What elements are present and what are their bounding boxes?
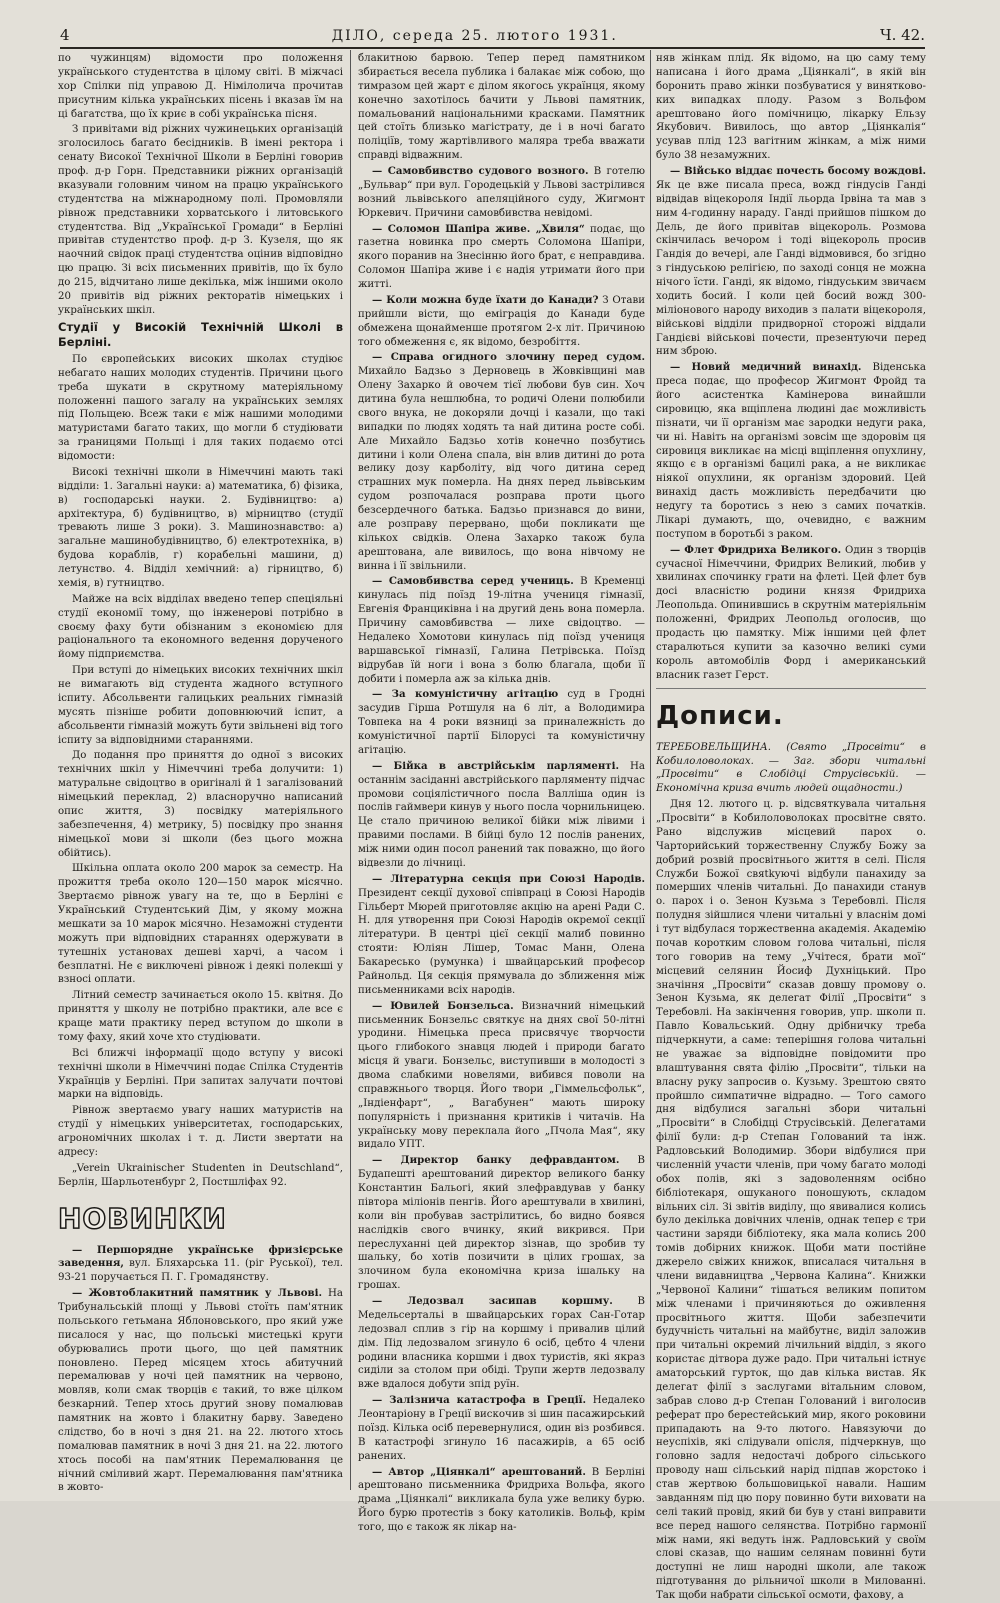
- news-item-text: З Отави прийшли вісти, що еміграція до Канади буде обмежена щонайменше протягом 2-х літ. Причиною того обмеження є, як відомо, безробіття.: [358, 294, 645, 348]
- news-item-text: Як це вже писала преса, вожд гіндусів Ганді відвідав віцекороля Індії льорда Ірвіна та мав з ним 4-годинну нараду. Ганді прийшов пішком до Дель, де його привітав віцекороль. Розмова скінчилась вечором і тоді віцекороль просив Гандія до вечері, але Ганді відмовився, бо згідно з гіндуською релігією, по заході сонця не можна нічого їсти. Ганді, як відомо, гіндуським звичаєм ходить босий. І коли цей босий вожд 300-міліонового народу виходив з палати віцекороля, військові відділи придворної сторожі віддали Гандієві військові почести, презентуючи перед ним зброю.: [656, 179, 926, 358]
- divider: [656, 688, 926, 689]
- news-item: [656, 544, 926, 683]
- paragraph: З привітами від ріжних чужинецьких організацій зголосилось багато бесідників. В імені ректора і сенату Високої Технічної Школи в Берліні говорив проф. д-р Горн. Представники ріжних організацій вказували головним чином на працю українського студентства на міжнародному полі. Промовляли рівнож представники хорватського і литовського студентства. Від „Української Громади“ в Берліні привітав студентство проф. д-р З. Кузеля, що як наочний свідок праці студентства оцінив відповідно цю працю. Зі всіх письменних привітів, що їх було до 215, відчитано лише декілька, між іншими около 20 привітів від ріжних ректоратів німецьких і українських шкіл.: [58, 124, 343, 316]
- news-item-text: В готелю „Бульвар“ при вул. Городецькій у Львові застрілився возний львівського апеляційного суду, Жигмонт Юркевич. Причини самовбивства невідомі.: [358, 166, 645, 219]
- page-header: [60, 18, 925, 49]
- news-item-text: В Медельсертальі в швайцарських горах Сан-Готар ледозвал сплив з гір на коршму і привалив цілий дім. Під ледозвалом згинуло 6 осіб, цебто 4 члени родини власника коршми і двох туристів, які якраз сиділи за столом при обіді. Трупи жертв ледозвалу вже вдалося добути зпід руїн.: [358, 1296, 645, 1391]
- news-item-title: — Коли можна буде їхати до Канади?: [372, 293, 599, 306]
- news-item-text: Один з творців сучасної Німеччини, Фридрих Великий, любив у хвилинах спочинку грати на флеті. Цей флет був досі власністю родини князя Фридриха Леопольда. Опинившись в скрутнім матеріяльнім положенні, Фридрих Леопольд оголосив, що продасть цю памятку. Між іншими цей флет старалються купити за казочно великі суми король автомобілів Форд і американський власник газет Герст.: [656, 544, 926, 681]
- news-item: [358, 760, 645, 871]
- news-item-title: — Новий медичний винахід.: [670, 361, 862, 374]
- news-item: [358, 1466, 645, 1535]
- news-item-title: — Соломон Шапіра живе. „Хвиля“: [372, 222, 585, 235]
- news-item: [358, 294, 645, 350]
- news-item-text: Віденська преса подає, що професор Жигмонт Фройд та його асистентка Камінерова винайшли сировицю, яка вщіплена людині дає можливість пізнати, чи її організм має зародки недуги рака, чи ні. Навіть на організмі зовсім ще здоровім ця сировиця викликає на місці вщіплення опухлину, якщо є в організмі бацилі рака, а не викликає ніякої опухлини, як організм здоровий. Цей винахід дасть можливість передбачити цю недугу та боротись з нею з самих початків. Лікарі думають, що, очевидно, є важним поступом в боротьбі з раком.: [656, 362, 926, 540]
- paragraph: по чужинцям) відомости про положення українського студентства в цілому світі. В міжчасі хор Спілки під управою Д. Німілолича прочитав присутним кілька українських пісень і вказав їм на ці багатства, що їх криє в собі українська пісня.: [58, 53, 343, 120]
- paragraph: По європейських високих школах студіює небагато наших молодих студентів. Причини цього треба шукати в скрутному матеріяльному положенні пашого загалу на українських землях під Польщею. Всеж таки є між нашими молодими матуристами багато таких, що могли б студіювати за границями Польщі і для таких подаємо отсі відомости:: [58, 353, 343, 462]
- paragraph: Майже на всіх відділах введено тепер спеціяльні студії економії тому, що інженерові потрібно в своєму фаху бути обізнаним з економією для раціонального та економного ведення дорученого йому підприємства.: [58, 593, 343, 661]
- news-item-title: — Ювилей Бонзельса.: [372, 999, 514, 1012]
- news-item: [358, 873, 645, 998]
- column-1: [58, 52, 343, 1492]
- paragraph: Шкільна оплата около 200 марок за семестр. На прожиття треба около 120—150 марок місячно. Звертаємо рівнож увагу на те, що в Берліні є Український Студентський Дім, у якому можна мешкати за 10 марок місячно. Незаможні студенти можуть при відповідних стараннях одержувати в тутешніх установах дешеві харчі, а часом і безплатні. Не є виключені рівнож і деякі полекші у взносі оплати.: [58, 863, 343, 986]
- address: „Verein Ukrainischer Studenten in Deutschland“, Берлін, Шарльотенбург 2, Постшліфах 92.: [58, 1162, 343, 1188]
- news-item-title: — Самовбивство судового возного.: [372, 165, 589, 177]
- paragraph: блакитною барвою. Тепер перед памятником збирається весела публика і балакає між собою, що тимразом цей жарт є ділом якогось українця, якому конечно захотілось бачити у Львові памятник, помальований національними красками. Памятник цей стоїть близько магістрату, де і в ночі багато поліціїв, тому жартівливого маляра треба вважати справді відважним.: [358, 53, 645, 162]
- paragraph: Літний семестр зачинається около 15. квітня. До приняття у школу не потрібно практики, але все є краще мати практику перед вступом до школи в тому фаху, який хоче хто студіювати.: [58, 990, 343, 1043]
- paragraph: При вступі до німецьких високих технічних шкіл не вимагають від студента жадного вступного іспиту. Абсольвенти галицьких реальних гімназій мусять пізніше робити доповнюючий іспит, а абсольвенти гімназій можуть бути звільнені від того іспиту за відповідними стараннями.: [58, 665, 343, 746]
- column-2: [358, 52, 645, 1533]
- news-item-text: В Кременці кинулась під поїзд 19-літна учениця гімназії, Евгенія Франциківна і на другий день вона померла. Причину самовбивства — лихе свідоцтво. — Недалеко Хомотови кинулась під поїзд учениця варшавської гімназії, Галина Петрівська. Поїзд відрубав їй ноги і вона з болю благала, щоби її добити і померла аж за кілька днів.: [358, 576, 645, 685]
- news-item-title: — Залізнича катастрофа в Греції.: [372, 1394, 587, 1407]
- column-3: [656, 52, 926, 1602]
- news-item-title: — За комуністичну агітацію: [372, 688, 559, 701]
- news-item: [58, 1287, 343, 1495]
- news-item-title: — Флет Фридриха Великого.: [670, 543, 842, 556]
- news-item-title: — Самовбивства серед учениць.: [372, 575, 574, 588]
- news-item: [656, 361, 926, 541]
- news-item-text: Визначний німецький письменник Бонзельс святкує на днях свої 50-літні уродини. Німецька преса присвячує творчости цього глибокого знавця людей і природи багато місця й уваги. Бонзельс, виступивши в молодості з двома слабкими новелями, вибився поволи на справжнього творця. Його твори „Гіммельсфольк“, „Індіенфарт“, „ Вагабунен“ мають широку популярність і признання критиків і читачів. На українську мову переклала його „Пчола Мая“, яку видало УПТ.: [358, 1000, 645, 1151]
- paragraph: Рівнож звертаємо увагу наших матуристів на студії у німецьких університетах, господарських, агрономічних школах і т. д. Листи звертати на адресу:: [58, 1105, 343, 1158]
- news-item: [358, 1394, 645, 1463]
- news-item: [358, 165, 645, 221]
- news-item-title: — Жовтоблакитний памятник у Львові.: [72, 1287, 323, 1300]
- masthead-date: ДІЛО, середа 25. лютого 1931.: [331, 28, 618, 44]
- paragraph: Всі ближчі інформації щодо вступу у високі технічні школи в Німеччині подає Спілка Студентів Українців у Берліні. При запитах залучати почтові марки на відповідь.: [58, 1047, 343, 1101]
- news-item-title: — Літературна секція при Союзі Народів.: [372, 872, 645, 885]
- news-heading: НОВИНКИ: [58, 1201, 227, 1235]
- paragraph: До подання про приняття до одної з високих технічних шкіл у Німеччині треба долучити: 1) матуральне свідоцтво в оригіналі й 1 загалізований німецький переклад, 2) власноручно написаний опис життя, 3) посвідку матеріяльного забезпечення, 4) метрику, 5) посвідку про знання німецької мови зі школи (без цього можна обійтись).: [58, 750, 343, 859]
- dopysy-heading: Дописи.: [656, 701, 784, 732]
- correspondence-lead: ТЕРЕБОВЕЛЬЩИНА. (Свято „Просвіти“ в Кобилоловолоках. — Заг. збори читальні „Просвіти“ в Слобідці Струсівській. — Економічна криза вчить людей ощадности.): [656, 741, 926, 795]
- news-item: [58, 1244, 343, 1286]
- column-rule: [650, 50, 651, 1490]
- paragraph: Дня 12. лютого ц. р. відсвяткувала читальня „Просвіти“ в Кобилоловолоках просвітне свято. Рано відслужив місцевий парох о. Чарторийський торжественну Службу Божу за добрий розвій просвітнього життя в селі. Після Служби Божої свяtkуючі відбули панахиду за померших членів читальні. До панахиди станув о. парох і о. Зенон Кузьма з Теребовлі. Після полудня зійшлися члени читальні у власнім домі і тут відбулася торжественна академія. Академію почав коротким словом голова читальні, після того говорив на тему „Учітеся, брати мої“ місцевий селянин Йосиф Духніцький. Про значіння „Просвіти“ сказав довшу промову о. Зенон Кузьма, як делегат Філії „Просвіти“ з Теребовлі. На закінчення говорив, упр. школи п. Павло Ковальський. Одну дрібничку треба підчеркнути, а саме: теперішня голова читальні не уважає за відповідне повідомити про влаштування свята філію „Просвіти“, тільки на власну руку запросив о. Кузьму. Зрештою свято пройшло симпатичне відрадно. — Того самого дня відбулися загальні збори читальні „Просвіти“ в Слобідці Струсівській. Делегатами філії були: д-р Степан Голований та інж. Радловський Володимир. Збори відбулися при численній участи членів, при чому багато молоді обох полів, які з задоволенням осібно бібліотекаря, ошуканого поношують, складом вільних сіл. Зі звітів виділу, що явивалися колись було декілька довічних членів, однак тепер є три частини заряди бібліотеку, яка мала колись 200 томів добірних книжок. Щоби мати постійне джерело свіжих книжок, вписалася читальня в члени видавництва „Червона Калина“. Книжки „Червоної Калини“ тішаться великим попитом між членами і причиняються до оживлення просвітнього життя. Щоби забезпечити будучність читальні на майбутнє, виділ заложив при читальні окремий лічильний відділ, з якого користає дітвора дуже радо. При читальні істнує аматорський гурток, що дав кілька вистав. Як делегат філії з заслугами вітальним словом, забрав слово д-р Степан Голований і виголосив реферат про берестейський мир, якого роковини припадають на 9-то лютого. Навязуючи до неуспіхів, які слідували опісля, підчеркнув, що головно задля недостачі доброго сільського проводу наш сільський нарід підпав жорстоко і став жертвою большовицької навали. Нашим завданням під цю пору повинно бути виховати на селі такий провід, який би був у стані виправити все перед нашого селянства. Потрібно гармонії між нами, які ведуть інж. Радловський у своїм слові сказав, що нашим селянам повинні бути доступні не лиш народні школи, але також підготування до рільничої школи в Милованні. Так щоби набрати сільської осмоти, фахову, а: [656, 799, 926, 1602]
- issue-number: Ч. 42.: [879, 26, 925, 44]
- news-item-text: Недалеко Леонтаріону в Греції вискочив зі шин пасажирський поїзд. Кілька осіб перевернулися, один віз розбився. В катастрофі згинуло 16 пасажирів, а 65 осіб ранених.: [358, 1395, 645, 1462]
- news-item-title: — Автор „Ціянкалі“ арештований.: [372, 1465, 586, 1478]
- news-item-title: — Бійка в австрійськім парляменті.: [372, 759, 619, 772]
- news-item: [358, 1000, 645, 1153]
- news-item-text: Михайло Бадзьо з Дерновець в Жовківщині мав Олену Захарко й овочем тієї любови був син. Хоч дитина була нешлюбна, то родичі Олени полюбили свого внука, не докоряли дочці і казали, що такі випадки по людях ходять та най дитина росте собі. Але Михайло Бадзьо хотів конечно позбутись дитини і коли Олена спала, він влив дитині до рота велику дозу карболіту, від чого дитина серед страшних мук померла. На днях перед львівським судом розпочалася розправа проти цього безсердечного батька. Бадзьо признався до вини, але розправу перервано, щоби покликати ще кількох свідків. Олена Захарко також була арештована, але вивилось, що вона нівчому не винна і її звільнили.: [358, 366, 645, 572]
- news-item: [656, 165, 926, 359]
- news-item-text: Президент секції духової співпраці в Союзі Народів Гільберт Мюрей приготовляє акцію на арені Ради С. Н. для утворення при Союзі Народів окремої секції літератури. В центрі цієї секції малиб повинно стояти: Юліян Лішер, Томас Манн, Олена Бакаресько (румунка) і швайцарський професор Райнольд. Ця секція прямувала до зближення між письменниками всіх народів.: [358, 887, 645, 996]
- news-item: [358, 223, 645, 292]
- page-number: 4: [60, 26, 70, 44]
- news-item-title: — Військо віддає почесть босому вождові.: [670, 165, 926, 177]
- news-item: [358, 1154, 645, 1293]
- news-item-text: На Трибунальській площі у Львові стоїть пам'ятник польського гетьмана Яблоновського, про який уже писалося у нас, що польські мистецькі круги обурювались проти цього, що цей памятник поновлено. Перед місяцем хтось абитучний перемалював у ночі цей памятник на червоно, мовляв, коли смак творців є такий, то вже цілком безкарний. Тепер хтось другий знову помалював памятник на жовто і блакитну барву. Заведено слідство, бо в ночі з дня 21. на 22. лютого хтось помалював памятник в ночі 3 дня 21. на 22. лютого хтось пособі на пам'ятник Перемалювання це нічний сміливий жарт. Перемалювання пам'ятника в жовто-: [58, 1288, 343, 1494]
- paragraph: Високі технічні школи в Німеччині мають такі відділи: 1. Загальні науки: а) математика, б) фізика, в) господарські науки. 2. Будівництво: а) архітектура, б) будівництво, в) мірництво (студії тревають лише 3 роки). 3. Машинознавство: а) загальне машинобудівництво, б) електротехніка, в) будова кораблів, г) корабельні машини, д) летунство. 4. Відділ хемічний: а) гірництво, б) хемія, в) гутництво.: [58, 466, 343, 589]
- news-item-title: — Справа огидного злочину перед судом.: [372, 351, 645, 364]
- news-item-text: вул. Бляхарська 11. (ріг Руської), тел. 93-21 поручається П. Г. Громадянству.: [58, 1258, 343, 1284]
- paragraph: няв жінкам плід. Як відомо, на цю саму тему написана і його драма „Ціянкалі“, в якій він боронить право жінки позбуватися у винятково-ких випадках плоду. Разом з Вольфом арештовано його помічницю, лікарку Ельзу Якубович. Вивилось, що автор „Ціянкалія“ усував плід 123 вагітним жінкам, а між ними було 38 незамужних.: [656, 53, 926, 162]
- news-item-title: — Ледозвал засипав коршму.: [372, 1295, 613, 1307]
- news-item: [358, 351, 645, 573]
- news-item-title: — Директор банку дефравдантом.: [372, 1154, 620, 1167]
- column-rule: [350, 50, 351, 1490]
- news-item-text: В Будапешті арештований директор великого банку Константин Бальогі, який злефравдував у банку півтора міліонів пенгів. Його арештували в хвилині, коли він пробував застрілитись, бо видно боявся наслідків свого вчинку, який викрився. При переслуханні цей директор зізнав, що зробив ту шальку, бо хотів позичити в цілих грошах, за злочином була економічна криза ішальку на грошах.: [358, 1155, 645, 1292]
- section-title-studies: Студії у Високій Технічній Школі в Берліні.: [58, 319, 343, 350]
- news-item: [358, 688, 645, 757]
- news-item-text: В Берліні арештовано письменника Фридриха Вольфа, якого драма „Ціянкалі“ викликала була уже велику бурю. Його бурю протестів з боку католиків. Вольф, крім того, що є також як лікар на-: [358, 1466, 645, 1533]
- news-item: [358, 1295, 645, 1392]
- news-item-title: — Першорядне українське фризієрське заведення,: [58, 1243, 343, 1270]
- news-item-text: суд в Гродні засудив Гірша Ротшуля на 6 літ, а Володимира Товпека на 4 роки вязниці за приналежність до комуністичної партії Білорусі та комуністичну агітацію.: [358, 689, 645, 756]
- news-item-text: подає, що газетна новинка про смерть Соломона Шапіри, якого поранив на Знесінню його брат, є неправдива. Соломон Шапіра живе і є надія утримати його при житті.: [358, 223, 645, 290]
- news-item: [358, 575, 645, 686]
- news-item-text: На останнім засіданні австрійського парляменту підчас промови соціялістичного посла Валліша один із послів гаймвери кинув у нього посла чорнильницею. Це стало причиною великої бійки між лівими і правими послами. В бійці було 12 послів ранених, між ними один посол ранений так поважно, що його відвезли до лічниці.: [358, 760, 645, 869]
